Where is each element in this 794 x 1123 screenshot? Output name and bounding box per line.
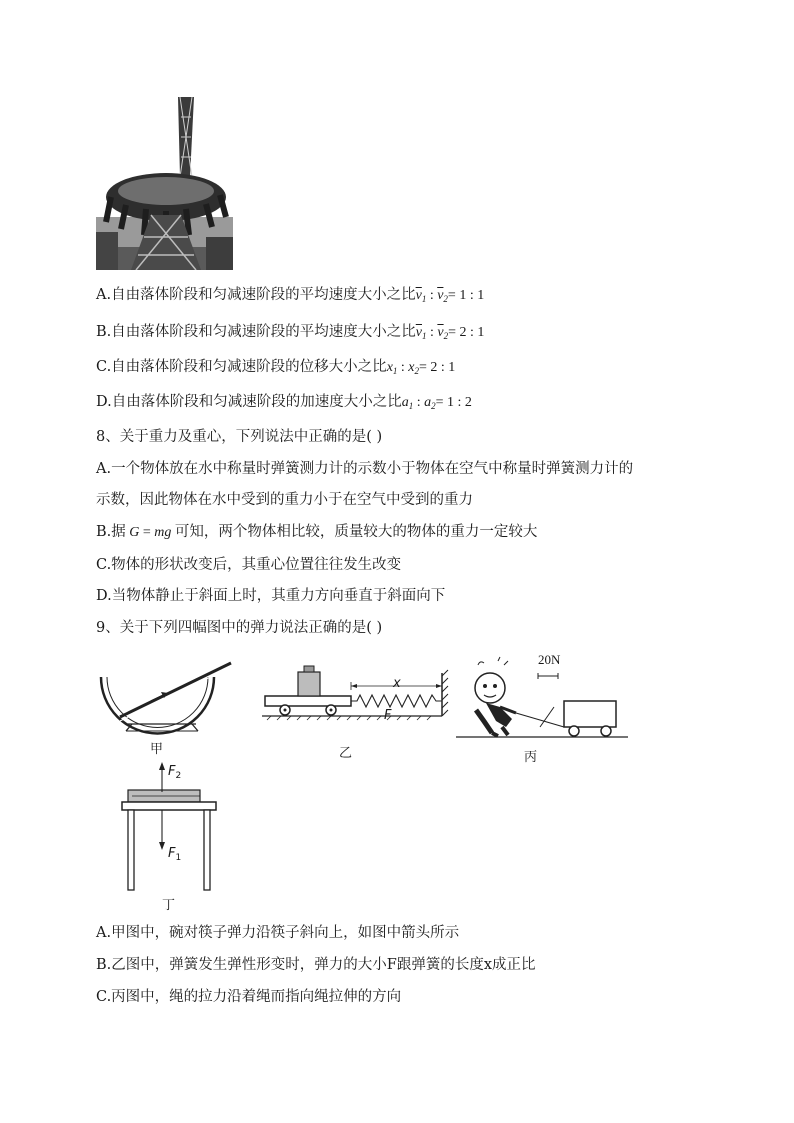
label-F2: $F_2$ [168, 764, 182, 781]
caption-bing: 丙 [524, 750, 538, 765]
prev-option-c-math: $x_1$ : $x_2= 2$ : 1 [386, 360, 456, 376]
prev-option-d-ratio: = 1 : 2 [435, 395, 472, 410]
figure-jia-bowl [96, 655, 236, 740]
prev-option-c [96, 357, 455, 381]
label-20n: 20N [538, 652, 561, 667]
q9-option-b: B.乙图中，弹簧发生弹性形变时，弹力的大小F跟弹簧的长度x成正比 [96, 957, 536, 973]
label-F1: $F_1$ [168, 846, 182, 863]
q8-option-b-post: 可知，两个物体相比较，质量较大的物体的重力一定较大 [174, 524, 538, 540]
label-F: F [384, 708, 392, 723]
prev-option-c-text: C.自由落体阶段和匀减速阶段的位移大小之比 [96, 359, 387, 375]
q8-option-a-line1: A.一个物体放在水中称量时弹簧测力计的示数小于物体在空气中称量时弹簧测力计的 [96, 461, 634, 477]
q8-stem: 8、关于重力及重心，下列说法中正确的是( ) [96, 429, 383, 445]
label-F1-letter: F [168, 846, 176, 861]
q8-option-d: D.当物体静止于斜面上时，其重力方向垂直于斜面向下 [96, 588, 446, 604]
prev-option-d [96, 392, 472, 416]
q8-formula: G = mg [125, 525, 175, 540]
q9-stem: 9、关于下列四幅图中的弹力说法正确的是( ) [96, 620, 383, 636]
prev-option-c-ratio: = 2 : 1 [419, 360, 456, 375]
prev-option-a-ratio: = 1 : 1 [447, 288, 485, 303]
q8-option-c: C.物体的形状改变后，其重心位置往往发生改变 [96, 557, 402, 573]
prev-option-a-text: A.自由落体阶段和匀减速阶段的平均速度大小之比 [96, 287, 416, 303]
prev-option-b [96, 322, 484, 346]
prev-option-b-math: $\overline{v}_1$ : $\overline{v}_2= 2$ : 1 [415, 325, 485, 341]
figure-yi-cart-spring [262, 658, 452, 723]
drop-tower-photo [96, 97, 233, 270]
figure-ding-book-on-table [118, 762, 228, 894]
label-F2-letter: F [168, 764, 176, 779]
label-x: x [393, 676, 401, 691]
prev-option-d-math: $a_1$ : $a_2= 1$ : 2 [401, 395, 472, 411]
prev-option-a-math: $\overline{v}_1$ : $\overline{v}_2= 1$ : 1 [415, 288, 485, 304]
q8-option-a-line2: 示数，因此物体在水中受到的重力小于在空气中受到的重力 [96, 492, 473, 508]
q9-option-c: C.丙图中，绳的拉力沿着绳而指向绳拉伸的方向 [96, 989, 402, 1005]
q9-option-a: A.甲图中，碗对筷子弹力沿筷子斜向上，如图中箭头所示 [96, 925, 460, 941]
caption-ding: 丁 [162, 898, 176, 913]
prev-option-d-text: D.自由落体阶段和匀减速阶段的加速度大小之比 [96, 394, 402, 410]
q8-option-b-pre: B.据 [96, 524, 126, 540]
prev-option-a [96, 285, 484, 309]
prev-option-b-ratio: = 2 : 1 [448, 325, 485, 340]
prev-option-b-text: B.自由落体阶段和匀减速阶段的平均速度大小之比 [96, 324, 416, 340]
caption-yi: 乙 [339, 746, 353, 761]
q8-option-b [96, 522, 537, 543]
caption-jia: 甲 [150, 742, 164, 757]
